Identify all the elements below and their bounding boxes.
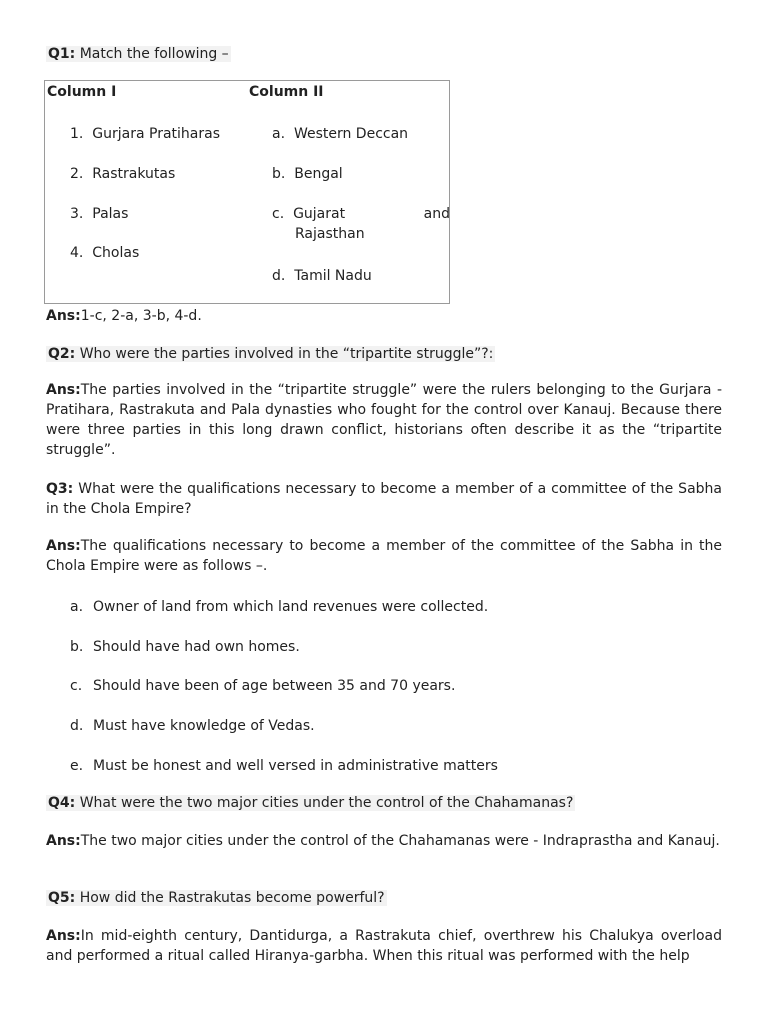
answer-1 bbox=[46, 306, 722, 326]
column-1-item: 3. Palas bbox=[70, 206, 129, 222]
column-2-header: Column II bbox=[249, 84, 324, 100]
question-text: Match the following – bbox=[79, 46, 229, 62]
question-label: Q4: bbox=[48, 795, 76, 811]
answer-text: The qualifications necessary to become a member of the committee of the Sabha in the Chola Empire were as follows –. bbox=[46, 538, 722, 574]
document-page: Q1: Match the following – Column I Column II 1. Gurjara Pratiharas 2. Rastrakutas 3. Palas 4. Cholas a. Western Deccan b. Bengal c. Gujarat and Rajasthan d. Tamil Nadu Ans:1-c, 2-a, 3-b, 4-d. Q2: Who were the parties involved in the “tripartite struggle”?: Ans:The parties involved in the “tripartite struggle” were the rulers belonging to the Gurjara - Pratihara, Rastrakuta and Pala dynasties who fought for the control over Kanauj. Because there were three parties in this long drawn conflict, historians often describe it as the “tripartite struggle”. Q3: What were the qualifications necessary to become a member of a committee of the Sabha in the Chola Empire? Ans:The qualifications necessary to become a member of the committee of the Sabha in the Chola Empire were as follows –. a. Owner of land from which land revenues were collected. b. Should have had own homes. c. Should have been of age between 35 and 70 years. d. Must have knowledge of Vedas. e. Must be honest and well versed in administrative matters Q4: What were the two major cities under the control of the Chahamanas? Ans:The two major cities under the control of the Chahamanas were - Indraprastha and Kanauj. Q5: How did the Rastrakutas become powerful? Ans:In mid-eighth century, Dantidurga, a Rastrakuta chief, overthrew his Chalukya overload and performed a ritual called Hiranya-garbha. When this ritual was performed with the help bbox=[46, 46, 722, 964]
answer-4 bbox=[46, 831, 722, 851]
column-2-item: d. Tamil Nadu bbox=[272, 268, 372, 284]
column-1-header: Column I bbox=[47, 84, 117, 100]
column-1-item: 2. Rastrakutas bbox=[70, 166, 176, 182]
question-2 bbox=[46, 344, 722, 364]
question-label: Q2: bbox=[48, 346, 76, 362]
column-1-item: 4. Cholas bbox=[70, 245, 140, 261]
question-4 bbox=[46, 793, 722, 813]
question-3 bbox=[46, 479, 722, 519]
question-text: How did the Rastrakutas become powerful? bbox=[79, 890, 385, 906]
answer-text: The two major cities under the control of the Chahamanas were - Indraprastha and Kanauj. bbox=[80, 833, 720, 849]
question-text: Who were the parties involved in the “tripartite struggle”?: bbox=[79, 346, 494, 362]
answer-label: Ans: bbox=[46, 928, 81, 944]
answer-label: Ans: bbox=[46, 833, 81, 849]
match-table bbox=[44, 80, 450, 304]
question-label: Q5: bbox=[48, 890, 76, 906]
answer-2 bbox=[46, 380, 722, 460]
answer-label: Ans: bbox=[46, 308, 81, 324]
answer-text: In mid-eighth century, Dantidurga, a Rastrakuta chief, overthrew his Chalukya overload and performed a ritual called Hiranya-garbha. When this ritual was performed with the help bbox=[46, 928, 722, 964]
question-1 bbox=[46, 44, 722, 64]
answer-3 bbox=[46, 536, 722, 576]
column-2-item: c. Gujarat and Rajasthan bbox=[272, 206, 450, 242]
answer-label: Ans: bbox=[46, 382, 81, 398]
answer-text: The parties involved in the “tripartite struggle” were the rulers belonging to the Gurjara - Pratihara, Rastrakuta and Pala dynasties who fought for the control over Kanauj. Because there were three parties in this long drawn conflict, historians often describe it as the “tripartite struggle”. bbox=[46, 382, 722, 458]
column-1-item: 1. Gurjara Pratiharas bbox=[70, 126, 220, 142]
answer-label: Ans: bbox=[46, 538, 81, 554]
question-label: Q3: bbox=[46, 481, 74, 497]
answer-5 bbox=[46, 926, 722, 966]
column-2-item: b. Bengal bbox=[272, 166, 343, 182]
question-label: Q1: bbox=[48, 46, 76, 62]
column-2-item: a. Western Deccan bbox=[272, 126, 409, 142]
question-text: What were the qualifications necessary to become a member of a committee of the Sabha in the Chola Empire? bbox=[46, 481, 722, 517]
answer-text: 1-c, 2-a, 3-b, 4-d. bbox=[80, 308, 202, 324]
question-5 bbox=[46, 888, 722, 908]
question-text: What were the two major cities under the control of the Chahamanas? bbox=[79, 795, 574, 811]
